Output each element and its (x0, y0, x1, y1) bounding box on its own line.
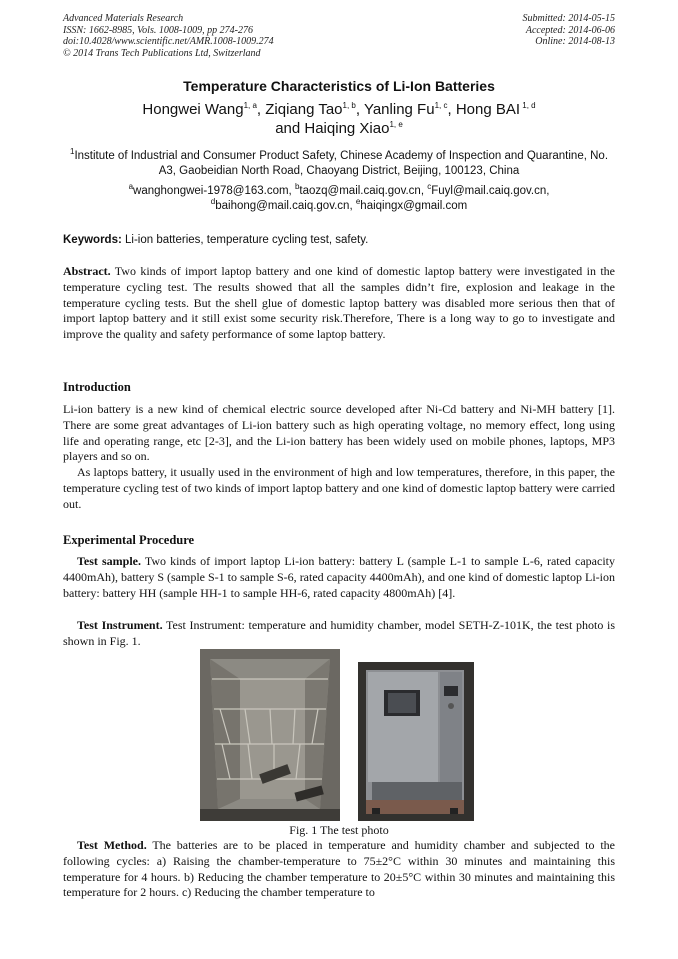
submitted-date: Submitted: 2014-05-15 (522, 13, 615, 24)
author-list (60, 100, 618, 138)
online-date: Online: 2014-08-13 (535, 36, 615, 47)
author-sup: 1, a (243, 101, 257, 110)
author-sup: 1, c (434, 101, 448, 110)
test-method-paragraph (63, 838, 615, 901)
test-instrument-label: Test Instrument. (77, 618, 163, 632)
abstract (63, 264, 615, 343)
dates-header (523, 13, 616, 48)
author-sep: , (355, 101, 364, 118)
email-sup: e (355, 197, 361, 207)
affiliation (70, 149, 608, 179)
author-sep: , (256, 101, 266, 118)
email-address: wanghongwei-1978@163.com, (133, 185, 295, 197)
email-address: Fuyl@mail.caiq.gov.cn, (431, 185, 550, 197)
author-name: Hong BAI (455, 101, 521, 118)
chamber-exterior-drawing (358, 662, 474, 821)
journal-name: Advanced Materials Research (63, 13, 184, 24)
paper-title: Temperature Characteristics of Li-Ion Batteries (183, 78, 495, 94)
figure-caption: Fig. 1 The test photo (289, 823, 389, 837)
author-sup: 1, e (389, 120, 403, 129)
email-address: baihong@mail.caiq.gov.cn, (215, 200, 356, 212)
chamber-interior-photo (200, 649, 340, 821)
figure-1 (200, 649, 474, 821)
copyright-line: © 2014 Trans Tech Publications Ltd, Switzerland (63, 47, 261, 59)
keywords-label: Keywords: (63, 234, 122, 246)
email-address: haiqingx@gmail.com (360, 200, 468, 212)
author-name: Yanling Fu (363, 101, 435, 118)
author-sep: , (447, 101, 456, 118)
affiliation-text: Institute of Industrial and Consumer Product Safety, Chinese Academy of Inspection and Quarantine, No. A3, Gaobeidian North Road, Chaoyang District, Beijing, 100123, China (74, 150, 609, 177)
experimental-heading: Experimental Procedure (63, 533, 195, 547)
email-sup: b (294, 182, 300, 192)
test-instrument-paragraph (63, 618, 615, 650)
author-name: and Haiqing Xiao (275, 120, 390, 137)
journal-header (63, 13, 274, 59)
keywords-text: Li-ion batteries, temperature cycling test, safety. (121, 234, 369, 246)
affiliation-sup: 1 (70, 147, 75, 157)
author-sup: 1, d (520, 101, 536, 110)
test-method-label: Test Method. (77, 838, 147, 852)
email-sup: d (210, 197, 216, 207)
test-sample-paragraph (63, 554, 615, 601)
accepted-date: Accepted: 2014-06-06 (525, 24, 615, 36)
introduction-heading: Introduction (63, 380, 131, 394)
chamber-interior-drawing (200, 649, 340, 821)
test-instrument-text: Test Instrument: temperature and humidity chamber, model SETH-Z-101K, the test photo is shown in Fig. 1. (63, 618, 615, 648)
author-sup: 1, b (342, 101, 356, 110)
email-sup: c (427, 182, 432, 192)
author-name: Ziqiang Tao (265, 101, 343, 118)
abstract-label: Abstract. (63, 264, 111, 278)
test-method-text: The batteries are to be placed in temperature and humidity chamber and subjected to the following cycles: a) Raising the chamber-temperature to 75±2°C within 30 minutes and maintaining this temperature for 4 hours. b) Reducing the chamber temperature to 20±5°C within 30 minutes and maintaining this temperature for 2 hours. c) Reducing the chamber temperature to (63, 838, 615, 900)
chamber-exterior-photo (358, 662, 474, 821)
email-address: taozq@mail.caiq.gov.cn, (299, 185, 428, 197)
test-sample-text: Two kinds of import laptop Li-ion battery: battery L (sample L-1 to sample L-6, rated capacity 4400mAh), battery S (sample S-1 to sample S-6, rated capacity 4400mAh), and one kind of domestic laptop Li-ion battery: battery HH (sample HH-1 to sample HH-6, rated capacity 4800mAh) [4]. (63, 554, 615, 600)
intro-paragraph-1: Li-ion battery is a new kind of chemical electric source developed after Ni-Cd battery and Ni-MH battery [1]. There are some great advantages of Li-ion battery such as high operating voltage, no memory effect, long using life and operating range, etc [2-3], and the Li-ion battery has been widely used on mobile phones, laptops, MP3 players and so on. (63, 402, 615, 464)
test-sample-label: Test sample. (77, 554, 141, 568)
doi-line: doi:10.4028/www.scientific.net/AMR.1008-1009.274 (63, 36, 274, 47)
issn-line: ISSN: 1662-8985, Vols. 1008-1009, pp 274-276 (63, 24, 253, 36)
abstract-text: Two kinds of import laptop battery and one kind of domestic laptop battery were investigated in the temperature cycling test. The results showed that all the samples didn’t fire, explosion and leakage in the temperature cycling tests. But the shell glue of domestic laptop battery was disabled more serious then that of import laptop battery and it still exist some security risk.Therefore, There is a long way to go to investigate and improve the quality and safety performance of some laptop battery. (63, 264, 615, 342)
email-list (70, 184, 608, 214)
author-name: Hongwei Wang (142, 101, 244, 118)
keywords (63, 234, 615, 246)
intro-paragraph-2: As laptops battery, it usually used in the environment of high and low temperatures, therefore, in this paper, the temperature cycling test of two kinds of import laptop battery and one kind of domestic laptop battery were carried out. (63, 465, 615, 511)
email-sup: a (128, 182, 134, 192)
